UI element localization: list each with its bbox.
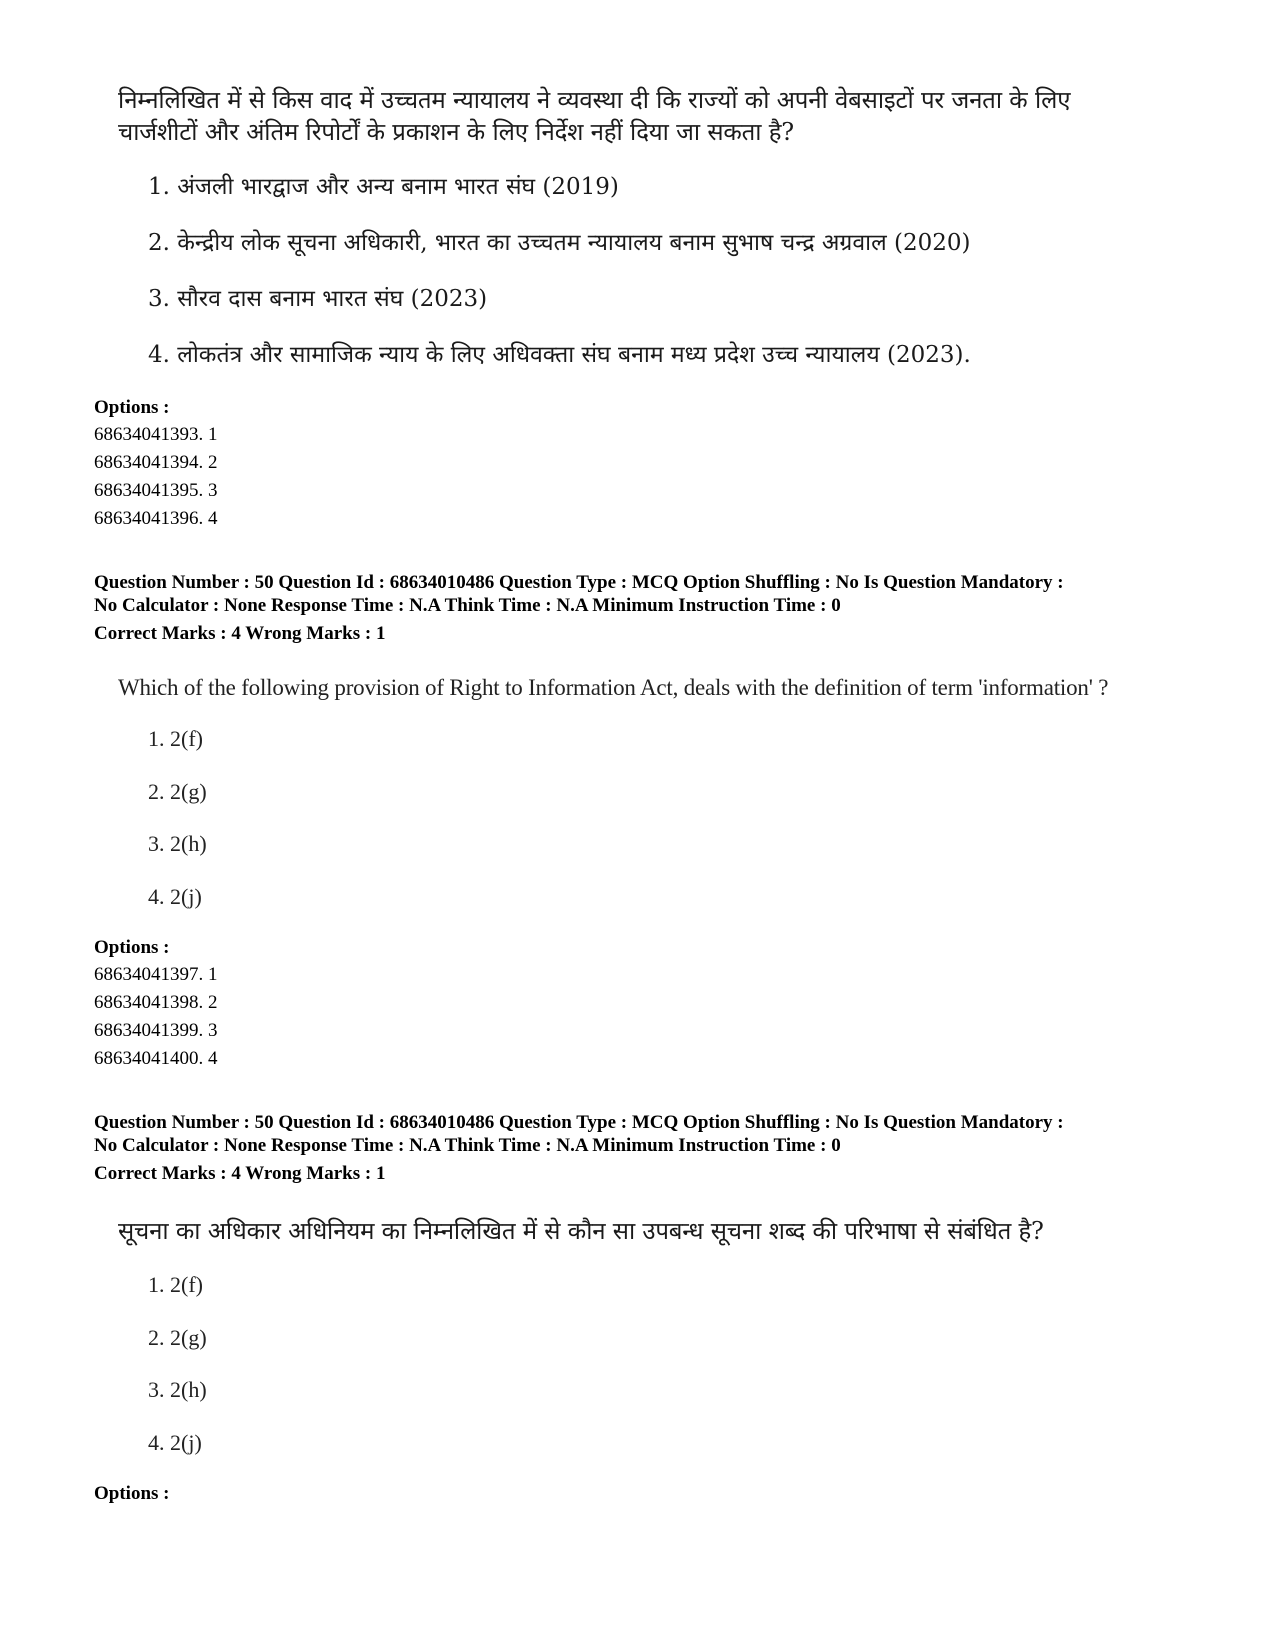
- option-id-line: 68634041396. 4: [94, 508, 218, 529]
- option-id-line: 68634041397. 1: [94, 964, 218, 985]
- question-text-line-2: चार्जशीटों और अंतिम रिपोर्टों के प्रकाशन के लिए निर्देश नहीं दिया जा सकता है?: [118, 118, 794, 146]
- choice-3: 3. 2(h): [148, 831, 207, 856]
- options-label: Options :: [94, 397, 170, 418]
- choice-1: 1. 2(f): [148, 726, 203, 751]
- choice-3: 3. सौरव दास बनाम भारत संघ (2023): [148, 286, 488, 312]
- options-label: Options :: [94, 1483, 170, 1504]
- option-id-line: 68634041398. 2: [94, 992, 218, 1013]
- option-id-line: 68634041394. 2: [94, 452, 218, 473]
- choice-4: 4. 2(j): [148, 1430, 202, 1455]
- option-id-line: 68634041395. 3: [94, 480, 218, 501]
- marks-line: Correct Marks : 4 Wrong Marks : 1: [94, 623, 386, 644]
- question-meta-line-2: No Calculator : None Response Time : N.A Think Time : N.A Minimum Instruction Time : 0: [94, 1135, 841, 1156]
- question-meta-line-2: No Calculator : None Response Time : N.A Think Time : N.A Minimum Instruction Time : 0: [94, 595, 841, 616]
- choice-1: 1. अंजली भारद्वाज और अन्य बनाम भारत संघ (2019): [148, 174, 619, 200]
- option-id-line: 68634041400. 4: [94, 1048, 218, 1069]
- choice-4: 4. 2(j): [148, 884, 202, 909]
- question-text: सूचना का अधिकार अधिनियम का निम्नलिखित में से कौन सा उपबन्ध सूचना शब्द की परिभाषा से संबंधित है?: [118, 1217, 1044, 1245]
- marks-line: Correct Marks : 4 Wrong Marks : 1: [94, 1163, 386, 1184]
- choice-2: 2. केन्द्रीय लोक सूचना अधिकारी, भारत का उच्चतम न्यायालय बनाम सुभाष चन्द्र अग्रवाल (2020): [148, 230, 971, 256]
- options-label: Options :: [94, 937, 170, 958]
- choice-2: 2. 2(g): [148, 779, 207, 804]
- question-meta-line-1: Question Number : 50 Question Id : 68634010486 Question Type : MCQ Option Shuffling : No Is Question Mandatory :: [94, 1112, 1064, 1133]
- option-id-line: 68634041399. 3: [94, 1020, 218, 1041]
- question-meta-line-1: Question Number : 50 Question Id : 68634010486 Question Type : MCQ Option Shuffling : No Is Question Mandatory :: [94, 572, 1064, 593]
- option-id-line: 68634041393. 1: [94, 424, 218, 445]
- question-text-line-1: निम्नलिखित में से किस वाद में उच्चतम न्यायालय ने व्यवस्था दी कि राज्यों को अपनी वेबसाइटों पर जनता के लिए: [118, 86, 1071, 114]
- choice-3: 3. 2(h): [148, 1377, 207, 1402]
- choice-4: 4. लोकतंत्र और सामाजिक न्याय के लिए अधिवक्ता संघ बनाम मध्य प्रदेश उच्च न्यायालय (2023).: [148, 342, 971, 368]
- choice-2: 2. 2(g): [148, 1325, 207, 1350]
- choice-1: 1. 2(f): [148, 1272, 203, 1297]
- question-text: Which of the following provision of Right to Information Act, deals with the definition of term 'information' ?: [118, 675, 1109, 700]
